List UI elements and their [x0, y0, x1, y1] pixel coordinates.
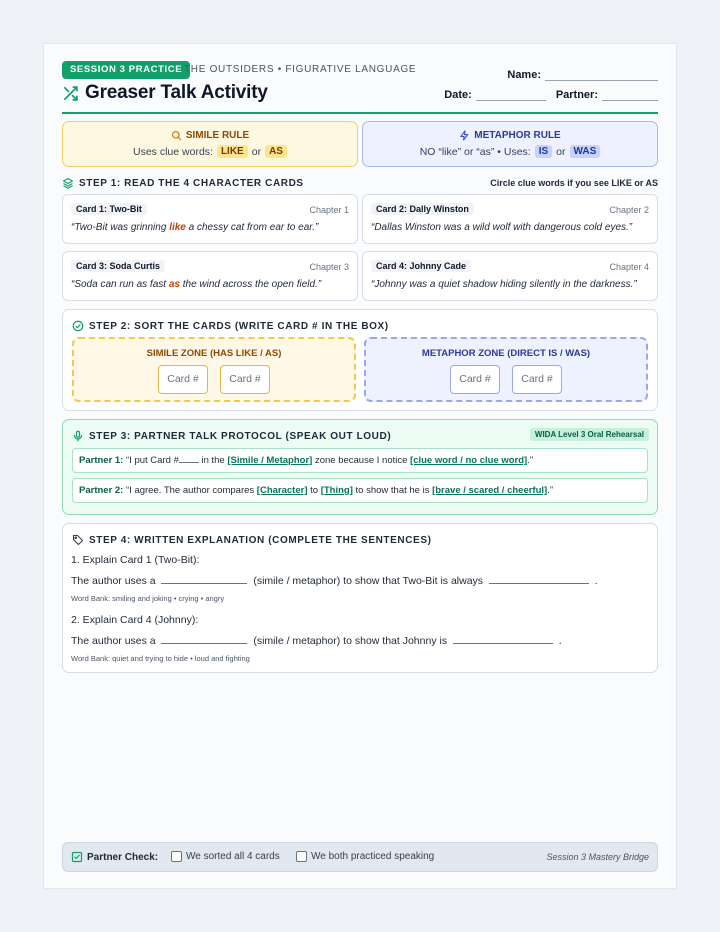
- partner1-line: Partner 1: “I put Card # in the [Simile / Metaphor] zone because I notice [clue word / no clue word].”: [72, 448, 648, 473]
- date-label: Date:: [444, 89, 472, 101]
- simile-slot-2[interactable]: Card #: [220, 365, 270, 394]
- date-line[interactable]: [476, 89, 546, 101]
- clue-word: like: [169, 222, 186, 233]
- is-chip: IS: [535, 145, 552, 158]
- character-card-2: [362, 194, 658, 244]
- character-card-1: [62, 194, 358, 244]
- card-number-blank[interactable]: [179, 453, 199, 463]
- simile-zone: [72, 337, 356, 402]
- metaphor-rule-title: METAPHOR RULE: [363, 130, 657, 141]
- lightning-icon: [459, 130, 470, 141]
- metaphor-rule-box: [362, 121, 658, 167]
- card-chapter: Chapter 4: [609, 262, 649, 272]
- word-bank-2: Word Bank: quiet and trying to hide • loud and fighting: [71, 654, 250, 663]
- shuffle-icon: [62, 85, 79, 102]
- checkbox-checked-icon: [71, 851, 83, 863]
- card-quote: “Johnny was a quiet shadow hiding silently in the darkness.”: [371, 279, 637, 290]
- title-row: [62, 82, 268, 104]
- name-label: Name:: [507, 69, 541, 81]
- step2-heading: STEP 2: SORT THE CARDS (WRITE CARD # IN THE BOX): [72, 320, 389, 332]
- card-tag: Card 4: Johnny Cade: [371, 260, 471, 272]
- partner-label: Partner:: [555, 89, 598, 101]
- word-bank-1: Word Bank: smiling and joking • crying • angry: [71, 594, 225, 603]
- check-sorted[interactable]: We sorted all 4 cards: [171, 851, 280, 862]
- checkbox-practiced[interactable]: [296, 851, 307, 862]
- check-circle-icon: [72, 320, 84, 332]
- was-chip: WAS: [570, 145, 601, 158]
- name-field[interactable]: [507, 69, 658, 81]
- card-tag: Card 3: Soda Curtis: [71, 260, 165, 272]
- card-chapter: Chapter 1: [309, 205, 349, 215]
- step3-heading: STEP 3: PARTNER TALK PROTOCOL (SPEAK OUT LOUD): [72, 430, 391, 442]
- partner-check-label: Partner Check:: [71, 851, 158, 863]
- card-chapter: Chapter 3: [309, 262, 349, 272]
- question-2: 2. Explain Card 4 (Johnny):: [71, 614, 199, 626]
- simile-rule-box: [62, 121, 358, 167]
- header-divider: [62, 112, 658, 114]
- metaphor-slot-1[interactable]: Card #: [450, 365, 500, 394]
- clue-word: as: [168, 279, 180, 290]
- step3-box: [62, 419, 658, 515]
- partner2-line: Partner 2: “I agree. The author compares [Character] to [Thing] to show that he is [brave / scared / cheerful].”: [72, 478, 648, 503]
- simile-slot-1[interactable]: Card #: [158, 365, 208, 394]
- metaphor-slot-2[interactable]: Card #: [512, 365, 562, 394]
- simile-zone-title: SIMILE ZONE (HAS LIKE / AS): [146, 348, 282, 359]
- step2-box: [62, 309, 658, 411]
- partner-check-footer: [62, 842, 658, 872]
- wida-badge: WIDA Level 3 Oral Rehearsal: [530, 428, 649, 441]
- metaphor-rule-text: NO “like” or “as” • Uses: IS or WAS: [363, 145, 657, 158]
- metaphor-zone: [364, 337, 648, 402]
- card-tag: Card 2: Dally Winston: [371, 203, 474, 215]
- answer-2b-line[interactable]: [453, 632, 553, 644]
- partner-line[interactable]: [602, 89, 658, 101]
- step1-note: Circle clue words if you see LIKE or AS: [490, 178, 658, 188]
- date-partner-row: [444, 89, 658, 101]
- checkbox-sorted[interactable]: [171, 851, 182, 862]
- step1-heading: STEP 1: READ THE 4 CHARACTER CARDS: [62, 177, 304, 189]
- like-chip: LIKE: [217, 145, 248, 158]
- session-badge: SESSION 3 PRACTICE: [62, 61, 190, 79]
- question-1: 1. Explain Card 1 (Two-Bit):: [71, 554, 200, 566]
- card-tag: Card 1: Two-Bit: [71, 203, 147, 215]
- answer-2a-line[interactable]: [161, 632, 247, 644]
- sentence-1: The author uses a (simile / metaphor) to show that Two-Bit is always .: [71, 572, 598, 587]
- step4-box: [62, 523, 658, 673]
- answer-1b-line[interactable]: [489, 572, 589, 584]
- answer-1a-line[interactable]: [161, 572, 247, 584]
- tag-icon: [72, 534, 84, 546]
- simile-rule-title: SIMILE RULE: [63, 130, 357, 141]
- character-card-3: [62, 251, 358, 301]
- metaphor-zone-title: METAPHOR ZONE (DIRECT IS / WAS): [421, 348, 591, 359]
- card-quote: “Soda can run as fast as the wind across the open field.”: [71, 279, 322, 290]
- layers-icon: [62, 177, 74, 189]
- search-icon: [171, 130, 182, 141]
- page-title: Greaser Talk Activity: [85, 82, 268, 103]
- sentence-2: The author uses a (simile / metaphor) to show that Johnny is .: [71, 632, 562, 647]
- card-quote: “Two-Bit was grinning like a chessy cat from ear to ear.”: [71, 222, 319, 233]
- worksheet-page: [43, 43, 677, 889]
- name-line[interactable]: [545, 69, 658, 81]
- microphone-icon: [72, 430, 84, 442]
- simile-rule-text: Uses clue words: LIKE or AS: [63, 145, 357, 158]
- as-chip: AS: [265, 145, 287, 158]
- footer-session-label: Session 3 Mastery Bridge: [546, 852, 649, 862]
- check-practiced[interactable]: We both practiced speaking: [296, 851, 434, 862]
- header-subtitle: THE OUTSIDERS • FIGURATIVE LANGUAGE: [184, 64, 417, 75]
- character-card-4: [362, 251, 658, 301]
- step4-heading: STEP 4: WRITTEN EXPLANATION (COMPLETE THE SENTENCES): [72, 534, 432, 546]
- card-quote: “Dallas Winston was a wild wolf with dangerous cold eyes.”: [371, 222, 633, 233]
- card-chapter: Chapter 2: [609, 205, 649, 215]
